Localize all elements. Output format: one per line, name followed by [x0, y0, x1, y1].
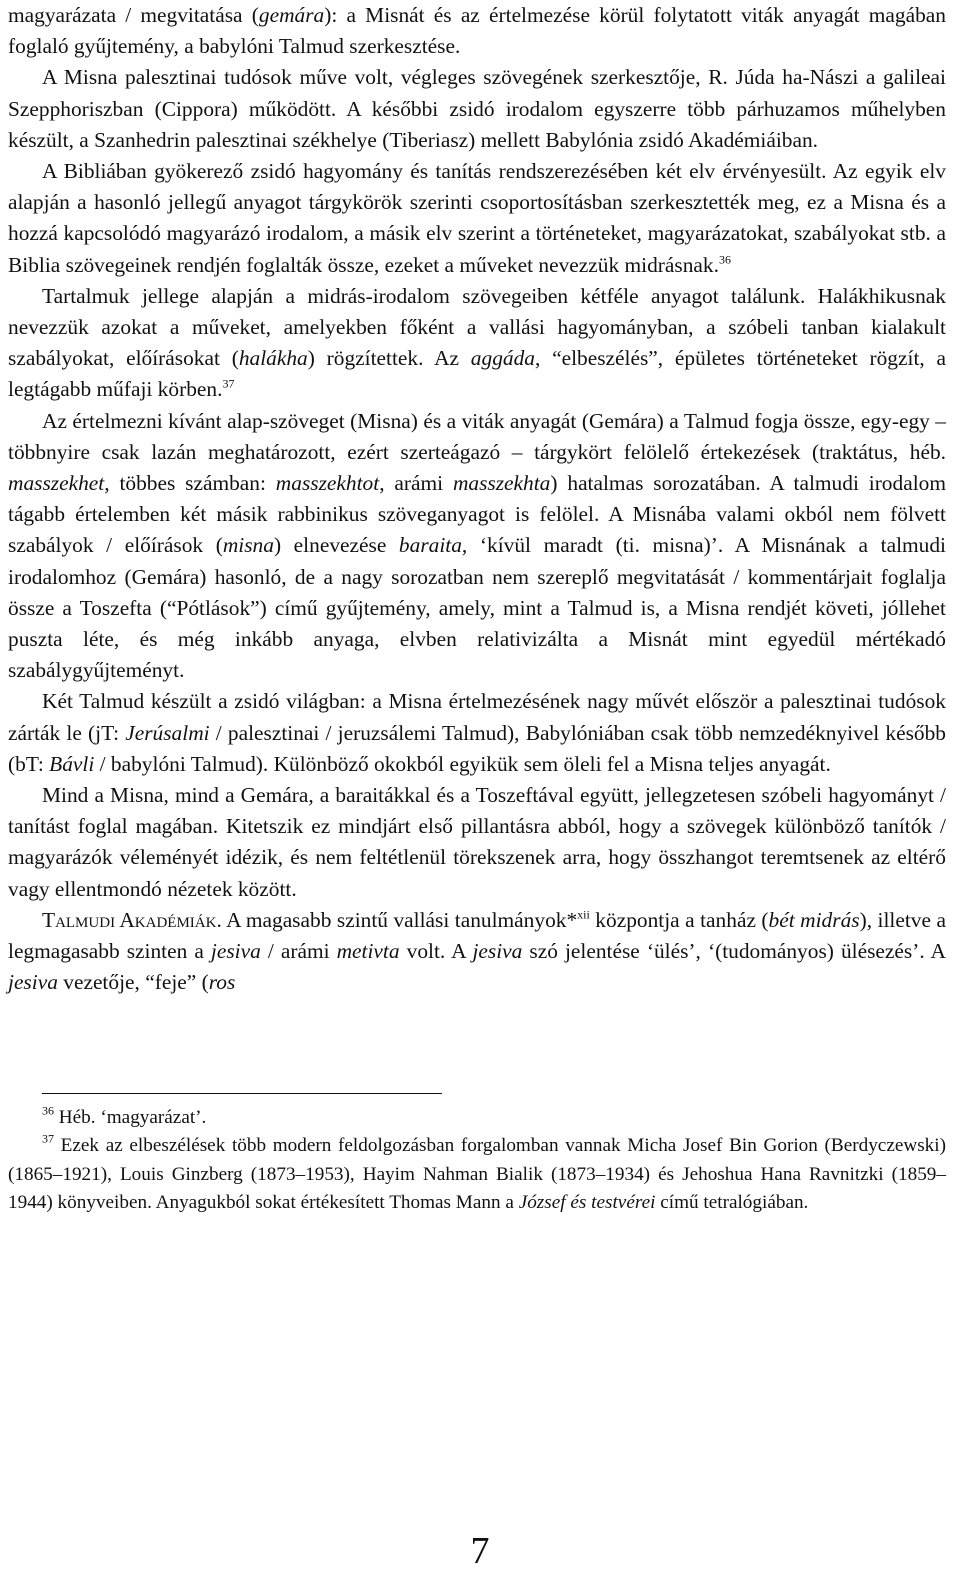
italic-term: jesiva [8, 970, 58, 995]
text-run: szó jelentése ‘ülés’, ‘(tudományos) ülésezés’. A [522, 939, 946, 964]
italic-term: halákha [238, 346, 308, 371]
italic-title: József és testvérei [518, 1192, 656, 1213]
text-run: , arámi [379, 471, 453, 496]
text-run: , “elbeszélés”, épületes történeteket rögzít, a legtágabb műfaji körben. [8, 346, 947, 402]
section-heading: Talmudi Akadémiák [42, 907, 217, 932]
text-run: vezetője, “feje” ( [57, 970, 209, 995]
text-run: ) hatalmas sorozatában. A talmudi irodalom tágabb értelemben két másik rabbinikus szöveganyagot is felölel. A Misnába valami okból nem fölvett szabályok / előírások ( [8, 471, 946, 558]
italic-term: Jerúsalmi [125, 720, 210, 745]
italic-term: ros [208, 970, 236, 995]
paragraph-4 [8, 281, 946, 406]
footnote-number: 37 [42, 1131, 54, 1146]
text-run: volt. A [399, 939, 473, 964]
italic-term: masszekhtot [275, 471, 380, 496]
text-run: Két Talmud készült a zsidó világban: a Misna értelmezésének nagy művét először a palesztinai tudósok zárták le (jT: [8, 689, 946, 745]
text-run: Az értelmezni kívánt alap-szöveget (Misna) és a viták anyagát (Gemára) a Talmud fogja össze, egy-egy – többnyire csak lazán meghatározott, ezért szerteágazó – tárgykört felölelő értekezések (traktátus, héb. [8, 408, 946, 464]
paragraph-6 [8, 686, 946, 780]
paragraph-1 [8, 0, 946, 62]
text-run: ) elnevezése [273, 533, 399, 558]
text-run: , többes számban: [104, 471, 276, 496]
paragraph-3 [8, 156, 946, 281]
footnote-text: Héb. ‘magyarázat’. [54, 1106, 207, 1128]
text-run: . A magasabb szintű vallási tanulmányok* [216, 907, 578, 932]
italic-term: bét midrás [768, 907, 860, 932]
text-run: , ‘kívül maradt (ti. misna)’. A Misnának a talmudi irodalomhoz (Gemára) hasonló, de a nagy sorozatban nem szereplő megvitatását / kommentárjait foglalja össze a Toszefta (“Pótlások”) című gyűjtemény, amely, mint a Talmud is, a Misna rendjét követi, jóllehet puszta léte, és még inkább anyaga, elvben relativizálta a Misnát mint egyedül mértékadó szabálygyűjteményt. [8, 533, 946, 683]
italic-term: jesiva [472, 939, 523, 964]
footnote-number: 36 [42, 1103, 54, 1118]
text-run: / arámi [260, 939, 337, 964]
italic-term: masszekhet [8, 471, 105, 496]
italic-term: jesiva [210, 939, 261, 964]
document-page [8, 0, 946, 1218]
footnote-text: Ezek az elbeszélések több modern feldolgozásban forgalomban vannak Micha Josef Bin Gorion (Berdyczewski) (1865–1921), Louis Ginzberg (1873–1953), Hayim Nahman Bialik (1873–1934) és Jehoshua Hana Ravnitzki (1859–1944) könyveiben. Anyagukból sokat értékesített Thomas Mann a [8, 1135, 946, 1213]
italic-term: baraita [398, 533, 462, 558]
text-run: központja a tanház ( [589, 907, 769, 932]
text-run: A Misna palesztinai tudósok műve volt, végleges szövegének szerkesztője, R. Júda ha-Nászi a galileai Szepphoriszban (Cippora) működött. A későbbi zsidó irodalom egyszerre több párhuzamos műhelyben készült, a Szanhedrin palesztinai székhelye (Tiberiasz) mellett Babylónia zsidó Akadémiáiban. [8, 65, 946, 152]
text-run: / babylóni Talmud). Különböző okokból egyikük sem öleli fel a Misna teljes anyagát. [94, 751, 831, 776]
page-number: 7 [470, 1530, 490, 1572]
endnote-ref-xii[interactable]: xii [577, 907, 590, 922]
text-run: magyarázata / megvitatása ( [8, 3, 259, 27]
paragraph-7 [8, 780, 946, 905]
italic-term: Bávli [49, 751, 95, 776]
text-run: Tartalmuk jellege alapján a midrás-irodalom szövegeiben kétféle anyagot találunk. Halákhikusnak nevezzük azokat a műveket, amelyekben főként a vallási hagyományban, a szóbeli tanban kialakult szabályokat, előírásokat ( [8, 283, 946, 371]
footnote-text: című tetralógiában. [655, 1192, 809, 1213]
spacer [8, 999, 946, 1093]
italic-term: masszekhta [452, 471, 551, 496]
footnote-ref-37[interactable]: 37 [222, 377, 235, 392]
italic-term: metivta [336, 939, 400, 964]
paragraph-2 [8, 62, 946, 156]
italic-term: misna [222, 533, 274, 558]
text-run: / palesztinai / jeruzsálemi Talmud), Babylóniában csak több nemzedéknyivel később (bT: [8, 720, 946, 776]
text-run: ): a Misnát és az értelmezése körül folytatott viták anyagát magában foglaló gyűjtemény, a babylóni Talmud szerkesztése. [8, 3, 946, 59]
text-run: Mind a Misna, mind a Gemára, a baraitákkal és a Toszeftával együtt, jellegzetesen szóbeli hagyományt / tanítást foglal magában. Kitetszik ez mindjárt első pillantásra abból, hogy a szövegek különböző tanítók / magyarázók véleményét idézik, és nem feltétlenül törekszenek arra, hogy összhangot teremtsenek az eltérő vagy ellentmondó nézetek között. [8, 783, 946, 901]
footnote-36 [8, 1104, 946, 1133]
paragraph-8 [8, 905, 946, 999]
italic-term: aggáda [470, 346, 535, 371]
italic-term: gemára [258, 3, 325, 27]
text-run: ), illetve a legmagasabb szinten a [8, 907, 946, 964]
body-text [8, 0, 946, 999]
footnotes [8, 1104, 946, 1218]
text-run: A Bibliában gyökerező zsidó hagyomány és tanítás rendszerezésében két elv érvényesült. Az egyik elv alapján a hasonló jellegű anyagot tárgykörök szerinti csoportosításban szerkesztették meg, ez a Misna és a hozzá kapcsolódó magyarázó irodalom, a másik elv szerint a történeteket, magyarázatokat, szabályokat stb. a Biblia szövegeinek rendjén foglalták össze, ezeket a műveket nevezzük midrásnak. [8, 159, 946, 277]
footnote-ref-36[interactable]: 36 [718, 252, 731, 267]
text-run: ) rögzítettek. Az [307, 346, 471, 371]
paragraph-5 [8, 406, 946, 687]
footnote-separator [42, 1093, 442, 1094]
footnote-37 [8, 1132, 946, 1218]
